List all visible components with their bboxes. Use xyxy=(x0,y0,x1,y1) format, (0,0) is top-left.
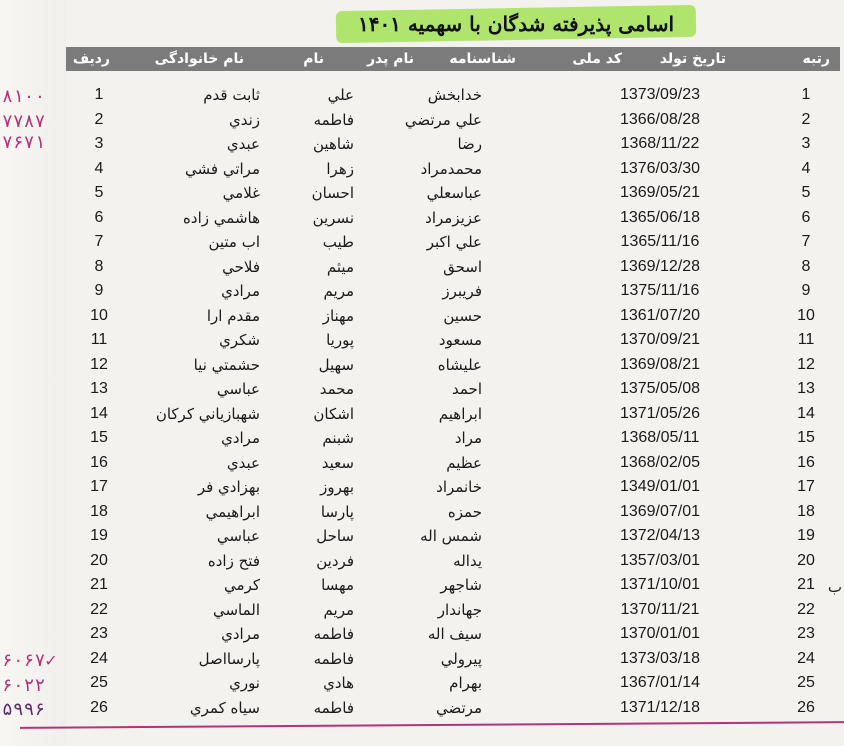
header-rank: رتبه xyxy=(802,51,830,67)
cell-rank: 20 xyxy=(797,551,815,569)
cell-name: مهناز xyxy=(322,306,354,325)
table-row xyxy=(66,695,840,721)
cell-dob: 1370/09/21 xyxy=(619,331,701,348)
cell-radif: 13 xyxy=(90,380,108,397)
table-row xyxy=(66,548,840,574)
header-dob: تاریخ تولد xyxy=(659,51,726,67)
cell-rank: 6 xyxy=(801,208,811,226)
margin-note-1: ۸۱۰۰ xyxy=(2,86,46,107)
margin-note-6: ۵۹۹۶ xyxy=(2,699,46,720)
table-row xyxy=(66,156,840,182)
table-row xyxy=(66,621,840,647)
table-row xyxy=(66,499,840,525)
table-row xyxy=(66,229,840,255)
cell-dob: 1361/07/20 xyxy=(619,306,701,324)
cell-dob: 1375/05/08 xyxy=(619,380,701,397)
cell-family: مرادي xyxy=(221,429,260,447)
cell-dob: 1368/05/11 xyxy=(620,429,700,446)
cell-father: محمدمراد xyxy=(420,159,482,178)
cell-rank: 5 xyxy=(801,184,811,201)
cell-father: حسين xyxy=(443,306,482,325)
cell-dob: 1366/08/28 xyxy=(619,110,701,128)
title-block xyxy=(336,4,696,44)
cell-father: شاجهر xyxy=(440,576,482,594)
cell-dob: 1373/03/18 xyxy=(619,649,701,667)
cell-dob: 1375/11/16 xyxy=(620,282,700,299)
cell-family: مرادي xyxy=(221,625,260,643)
margin-note-2: ۷۷۸۷ xyxy=(2,111,46,132)
cell-dob: 1365/06/18 xyxy=(619,208,701,226)
cell-family: هاشمي زاده xyxy=(183,208,260,227)
cell-rank: 23 xyxy=(797,625,815,642)
cell-rank: 19 xyxy=(797,527,815,544)
header-name: نام xyxy=(303,51,324,67)
cell-family: فتح زاده xyxy=(207,551,260,570)
cell-family: عباسي xyxy=(216,380,260,398)
cell-radif: 16 xyxy=(90,453,108,471)
cell-name: ميثم xyxy=(326,257,354,276)
cell-name: ساحل xyxy=(316,527,354,545)
cell-radif: 24 xyxy=(90,649,108,667)
cell-rank: 15 xyxy=(797,429,815,446)
table-row xyxy=(66,523,840,549)
table-row xyxy=(66,303,840,329)
cell-name: مريم xyxy=(323,282,354,300)
cell-family: عبدي xyxy=(226,135,260,153)
cell-rank: 9 xyxy=(801,282,811,299)
cell-dob: 1349/01/01 xyxy=(619,478,701,495)
table-row xyxy=(66,670,840,696)
cell-radif: 23 xyxy=(90,625,108,642)
cell-radif: 2 xyxy=(94,110,104,128)
cell-rank: 18 xyxy=(797,502,815,520)
cell-dob: 1367/01/14 xyxy=(619,674,701,691)
table-row xyxy=(66,327,840,353)
cell-radif: 4 xyxy=(94,159,104,177)
cell-family: ثابت قدم xyxy=(203,86,260,104)
cell-family: بهزادي فر xyxy=(197,478,260,496)
margin-note-4: ۶۰۶۷✓ xyxy=(2,650,57,671)
cell-name: طيب xyxy=(322,233,354,251)
cell-name: مهسا xyxy=(321,576,354,594)
cell-radif: 12 xyxy=(90,355,108,373)
cell-radif: 20 xyxy=(90,551,108,569)
cell-father: مرتضي xyxy=(436,698,482,717)
cell-name: بهروز xyxy=(320,478,354,496)
cell-family: حشمتي نيا xyxy=(193,355,260,374)
cell-father: علي مرتضي xyxy=(404,110,482,129)
cell-radif: 3 xyxy=(94,135,104,152)
cell-radif: 25 xyxy=(90,674,108,691)
cell-father: پيرولي xyxy=(440,649,482,668)
cell-rank: 10 xyxy=(797,306,815,324)
cell-name: علي xyxy=(327,86,354,104)
table-row xyxy=(66,474,840,500)
table-row xyxy=(66,376,840,402)
header-father: نام پدر xyxy=(366,51,414,67)
cell-rank: 22 xyxy=(797,600,815,618)
cell-family: سياه كمري xyxy=(189,698,260,717)
cell-father: رضا xyxy=(457,135,482,153)
table-row xyxy=(66,205,840,231)
cell-radif: 17 xyxy=(90,478,108,495)
cell-family: زندي xyxy=(228,110,260,129)
cell-radif: 8 xyxy=(94,257,104,275)
cell-dob: 1357/03/01 xyxy=(619,551,701,569)
cell-rank: 13 xyxy=(797,380,815,397)
cell-radif: 19 xyxy=(90,527,108,544)
cell-rank: 3 xyxy=(801,135,811,152)
cell-name: فاطمه xyxy=(313,649,354,668)
cell-radif: 5 xyxy=(94,184,104,201)
cell-radif: 7 xyxy=(94,233,104,250)
header-family: نام خانوادگی xyxy=(154,51,244,67)
cell-rank: 12 xyxy=(797,355,815,373)
cell-name: فاطمه xyxy=(313,110,354,129)
cell-rank: 25 xyxy=(797,674,815,691)
cell-family: عباسي xyxy=(216,527,260,545)
cell-family: فلاحي xyxy=(222,257,260,276)
cell-name: زهرا xyxy=(326,159,354,178)
cell-radif: 11 xyxy=(90,331,108,348)
cell-dob: 1369/07/01 xyxy=(619,502,701,520)
cell-rank: 26 xyxy=(797,698,815,716)
cell-name: پوريا xyxy=(326,331,354,349)
cell-father: مسعود xyxy=(438,331,482,349)
cell-dob: 1372/04/13 xyxy=(619,527,701,544)
cell-father: مراد xyxy=(454,429,482,447)
cell-father: علي اكبر xyxy=(426,233,482,251)
cell-radif: 22 xyxy=(90,600,108,618)
cell-name: سهيل xyxy=(318,355,354,374)
cell-family: كرمي xyxy=(224,576,260,594)
table-row xyxy=(66,131,840,157)
cell-dob: 1369/05/21 xyxy=(619,184,701,201)
table-row xyxy=(66,180,840,206)
table-row xyxy=(66,401,840,427)
cell-name: احسان xyxy=(311,184,354,202)
cell-dob: 1371/10/01 xyxy=(619,576,701,593)
handwritten-underline xyxy=(20,721,844,729)
cell-family: الماسي xyxy=(212,600,260,619)
cell-radif: 15 xyxy=(90,429,108,446)
cell-father: جهاندار xyxy=(437,600,482,619)
cell-name: اشكان xyxy=(313,404,354,423)
cell-father: بهرام xyxy=(449,674,482,692)
table-row xyxy=(66,597,840,623)
cell-radif: 26 xyxy=(90,698,108,716)
table-row xyxy=(66,254,840,280)
cell-father: عباسعلي xyxy=(426,184,482,202)
table-row xyxy=(66,572,840,598)
cell-father: ابراهيم xyxy=(438,404,482,423)
header-radif: ردیف xyxy=(72,51,110,67)
cell-rank: 14 xyxy=(797,404,815,422)
cell-family: مرادي xyxy=(221,282,260,300)
cell-dob: 1371/12/18 xyxy=(619,698,701,716)
cell-radif: 18 xyxy=(90,502,108,520)
table-row xyxy=(66,82,840,108)
cell-radif: 10 xyxy=(90,306,108,324)
table-row xyxy=(66,425,840,451)
cell-rank: 16 xyxy=(797,453,815,471)
cell-dob: 1368/02/05 xyxy=(619,453,701,471)
cell-father: سيف اله xyxy=(427,625,482,643)
margin-note-3: ۷۶۷۱ xyxy=(2,132,46,153)
cell-radif: 21 xyxy=(90,576,108,593)
cell-father: يداله xyxy=(453,551,482,570)
cell-dob: 1365/11/16 xyxy=(620,233,700,250)
cell-name: سعيد xyxy=(321,453,354,472)
cell-name: هادي xyxy=(323,674,354,692)
cell-family: شهبازياني كركان xyxy=(155,404,260,423)
margin-note-5: ۶۰۲۲ xyxy=(2,675,46,696)
cell-name: شاهين xyxy=(313,135,354,153)
cell-family: نوري xyxy=(229,674,260,692)
cell-name: پارسا xyxy=(320,502,354,521)
cell-family: پارسااصل xyxy=(198,649,260,668)
cell-dob: 1369/12/28 xyxy=(619,257,701,275)
cell-family: مقدم ارا xyxy=(206,306,260,325)
table-row xyxy=(66,278,840,304)
table-row xyxy=(66,450,840,476)
cell-name: مريم xyxy=(323,600,354,619)
cell-radif: 9 xyxy=(94,282,104,299)
cell-radif: 14 xyxy=(90,404,108,422)
cell-dob: 1371/05/26 xyxy=(619,404,701,422)
cell-father: شمس اله xyxy=(420,527,482,545)
table-row xyxy=(66,352,840,378)
cell-rank: 24 xyxy=(797,649,815,667)
cell-radif: 6 xyxy=(94,208,104,226)
cell-rank: 21 xyxy=(797,576,815,593)
cell-father: عظيم xyxy=(446,453,482,472)
cell-family: عبدي xyxy=(226,453,260,472)
header-national-code: کد ملی xyxy=(572,51,622,67)
edge-mark: ب xyxy=(827,578,842,596)
cell-rank: 2 xyxy=(801,110,811,128)
cell-dob: 1373/09/23 xyxy=(619,86,701,103)
cell-rank: 11 xyxy=(797,331,815,348)
cell-rank: 7 xyxy=(801,233,811,250)
cell-name: فاطمه xyxy=(313,625,354,643)
cell-father: عزيزمراد xyxy=(425,208,482,227)
cell-dob: 1376/03/30 xyxy=(619,159,701,177)
cell-father: اسحق xyxy=(443,257,482,276)
cell-father: احمد xyxy=(452,380,482,398)
cell-dob: 1368/11/22 xyxy=(620,135,700,152)
table-header xyxy=(66,47,840,71)
cell-dob: 1369/08/21 xyxy=(619,355,701,373)
cell-father: عليشاه xyxy=(437,355,482,374)
cell-family: غلامي xyxy=(222,184,260,202)
cell-father: حمزه xyxy=(447,502,482,521)
table-row xyxy=(66,646,840,672)
cell-father: خانمراد xyxy=(436,478,482,496)
cell-name: محمد xyxy=(319,380,354,398)
cell-radif: 1 xyxy=(94,86,104,103)
cell-dob: 1370/01/01 xyxy=(619,625,701,642)
cell-name: فاطمه xyxy=(313,698,354,717)
cell-rank: 1 xyxy=(801,86,811,103)
cell-name: نسرين xyxy=(312,208,354,227)
cell-family: ابراهيمي xyxy=(205,502,260,521)
cell-father: خدابخش xyxy=(427,86,482,104)
page-title: اسامی پذیرفته شدگان با سهمیه ۱۴۰۱ xyxy=(357,12,675,36)
cell-rank: 17 xyxy=(797,478,815,495)
cell-family: شكري xyxy=(219,331,260,349)
header-id-number: شناسنامه xyxy=(449,51,516,67)
cell-rank: 8 xyxy=(801,257,811,275)
cell-dob: 1370/11/21 xyxy=(620,600,700,618)
cell-father: فريبرز xyxy=(442,282,482,300)
cell-name: شبنم xyxy=(322,429,354,447)
cell-name: فردين xyxy=(316,551,354,570)
cell-family: مراتي فشي xyxy=(185,159,260,178)
table-row xyxy=(66,107,840,133)
cell-family: اب متين xyxy=(208,233,260,251)
cell-rank: 4 xyxy=(801,159,811,177)
